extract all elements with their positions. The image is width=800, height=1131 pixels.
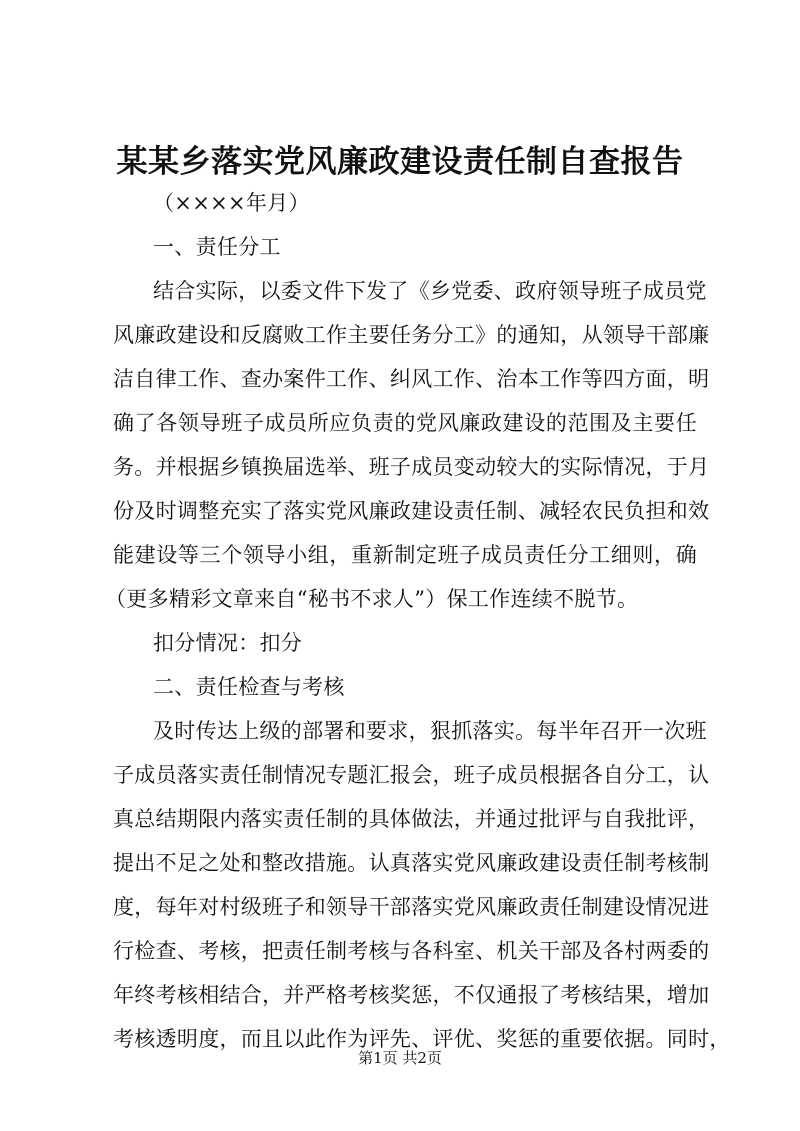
paragraph-line: 务。并根据乡镇换届选举、班子成员变动较大的实际情况，于月 [113,455,710,479]
paragraph-line: 及时传达上级的部署和要求，狠抓落实。每半年召开一次班 [153,719,707,743]
paragraph-line: 洁自律工作、查办案件工作、纠风工作、治本工作等四方面，明 [113,367,710,391]
page-footer: 第1页 共2页 [358,1049,442,1067]
paragraph-line: 真总结期限内落实责任制的具体做法，并通过批评与自我批评， [113,807,710,831]
paragraph-line: 考核透明度，而且以此作为评先、评优、奖惩的重要依据。同时， [113,1027,731,1051]
paragraph-line: 度，每年对村级班子和领导干部落实党风廉政责任制建设情况进 [113,895,710,919]
paragraph-line: （更多精彩文章来自“秘书不求人”）保工作连续不脱节。 [105,587,639,611]
paragraph-line: 子成员落实责任制情况专题汇报会，班子成员根据各自分工，认 [113,763,710,787]
paragraph-line: 风廉政建设和反腐败工作主要任务分工》的通知，从领导干部廉 [113,323,710,347]
paragraph-line: 年终考核相结合，并严格考核奖惩，不仅通报了考核结果，增加 [113,983,710,1007]
section2-heading: 二、责任检查与考核 [153,675,345,699]
paragraph-line: 行检查、考核，把责任制考核与各科室、机关干部及各村两委的 [113,939,710,963]
paragraph-line: 能建设等三个领导小组，重新制定班子成员责任分工细则，确 [113,543,697,567]
section1-heading: 一、责任分工 [153,235,281,259]
paragraph-line: 份及时调整充实了落实党风廉政建设责任制、减轻农民负担和效 [113,499,710,523]
paragraph-line: 结合实际，以委文件下发了《乡党委、政府领导班子成员党 [153,279,707,303]
document-title: 某某乡落实党风廉政建设责任制自查报告 [116,144,684,180]
paragraph-line: 确了各领导班子成员所应负责的党风廉政建设的范围及主要任 [113,411,697,435]
date-line: （××××年月） [153,191,310,215]
deduction-line: 扣分情况：扣分 [153,631,303,655]
paragraph-line: 提出不足之处和整改措施。认真落实党风廉政建设责任制考核制 [113,851,710,875]
